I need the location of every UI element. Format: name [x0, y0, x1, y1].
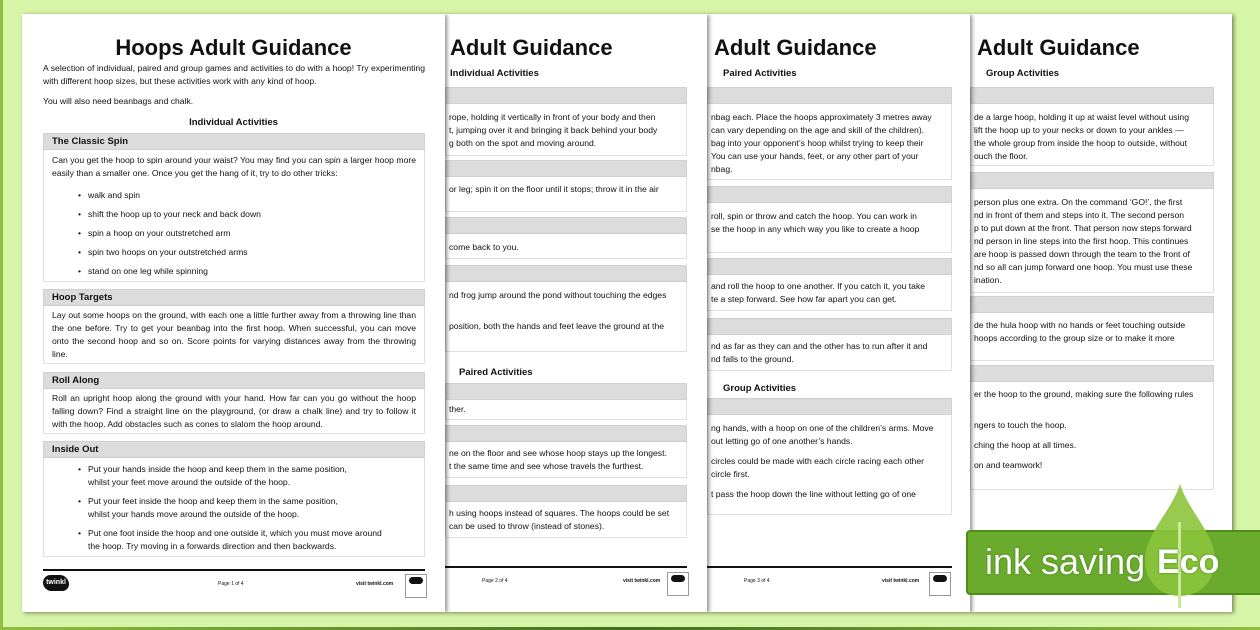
page-title: Hoops Adult Guidance [115, 35, 352, 60]
box-header [445, 383, 687, 400]
activity-box [970, 296, 1214, 361]
activity-box [445, 160, 687, 212]
text-line: ther. [449, 404, 466, 414]
text-line: de the hula hoop with no hands or feet touching outside [974, 320, 1186, 330]
box-body [445, 177, 687, 212]
section-heading: Individual Activities [450, 68, 539, 79]
site-link[interactable]: visit twinkl.com [882, 578, 920, 584]
text-line: nd frog jump around the pond without touching the edges [449, 290, 667, 300]
box-body [970, 104, 1214, 166]
box-header [445, 425, 687, 442]
box-body [970, 313, 1214, 361]
text-line: bag into your opponent’s hoop whilst trying to keep their [711, 138, 924, 148]
text-line: can be used to throw (instead of stones). [449, 521, 605, 531]
box-body [445, 442, 687, 478]
text-line: ne on the floor and see whose hoop stays up the longest. [449, 448, 667, 458]
list-item: • walk and spin [52, 186, 416, 205]
box-header [970, 296, 1214, 313]
text-line: nd falls to the ground. [711, 354, 794, 364]
text-line: nbag each. Place the hoops approximately 3 metres away [711, 112, 932, 122]
page-title: Adult Guidance [977, 35, 1140, 60]
box-body [707, 275, 952, 311]
intro-text: A selection of individual, paired and group games and activities to do with a hoop! Try experimenting with different hoop sizes, but these activities work with any kind of hoop. [43, 63, 425, 86]
box-body [707, 335, 952, 371]
text-line: nbag. [711, 164, 733, 174]
site-link[interactable]: visit twinkl.com [356, 581, 394, 587]
text-line: er the hoop to the ground, making sure the following rules [974, 389, 1194, 399]
box-header [707, 258, 952, 275]
text-line: hoops according to the group size or to make it more [974, 333, 1175, 343]
text-line: ination. [974, 275, 1002, 285]
page-number: Page 3 of 4 [744, 578, 770, 584]
box-body [707, 203, 952, 253]
activity-box [707, 318, 952, 371]
section-heading: Individual Activities [189, 117, 278, 128]
activity-box [445, 383, 687, 420]
text-line: the whole group from inside the hoop to outside, without [974, 138, 1188, 148]
activity-box-inside-out [43, 441, 425, 557]
quality-badge-icon [929, 572, 951, 596]
text-line: t the same time and see whose travels the furthest. [449, 461, 644, 471]
activity-box [445, 265, 687, 352]
section-heading: Group Activities [986, 68, 1060, 79]
text-line: person plus one extra. On the command ‘GO!’, the first [974, 197, 1183, 207]
list-item: • spin a hoop on your outstretched arm [52, 224, 416, 243]
box-header: The Classic Spin [43, 133, 425, 150]
text-line: g both on the spot and moving around. [449, 138, 597, 148]
text-line: p to put down at the front. That person now steps forward [974, 223, 1192, 233]
text-line: h using hoops instead of squares. The hoops could be set [449, 508, 670, 518]
needs-text: You will also need beanbags and chalk. [43, 96, 194, 106]
text-line: position, both the hands and feet leave the ground at the [449, 321, 665, 331]
page-2 [445, 14, 707, 612]
text-line: lift the hoop up to your necks or down to your ankles — [974, 125, 1184, 135]
activity-box [707, 398, 952, 515]
twinkl-logo: twinkl [43, 575, 69, 591]
text-line: on and teamwork! [974, 460, 1043, 470]
list-item: • shift the hoop up to your neck and back down [52, 205, 416, 224]
box-header [707, 186, 952, 203]
box-header [970, 87, 1214, 104]
text-line: circle first. [711, 469, 750, 479]
text-line: and roll the hoop to one another. If you catch it, you take [711, 281, 926, 291]
box-body [445, 282, 687, 352]
background-border [0, 0, 3, 630]
text-line: You can use your hands, feet, or any other part of your [711, 151, 919, 161]
box-body [970, 382, 1214, 490]
page-title: Adult Guidance [714, 35, 877, 60]
text-line: de a large hoop, holding it up at waist level without using [974, 112, 1189, 122]
box-body: Lay out some hoops on the ground, with each one a little further away from a throwing line than the one before. Try to get your beanbag into the first hoop. When successful, you can move onto the second hoop and so on. Score points for varying distances away from the throwing line. [43, 306, 425, 364]
box-header: Hoop Targets [43, 289, 425, 306]
text-line: t, jumping over it and bringing it back behind your body [449, 125, 658, 135]
quality-badge-icon [667, 572, 689, 596]
box-body [43, 150, 425, 282]
text-line: or leg; spin it on the floor until it stops; throw it in the air [449, 184, 659, 194]
text-line: nd so all can jump forward one hoop. You must use these [974, 262, 1193, 272]
text-line: come back to you. [449, 242, 519, 252]
text-line: rope, holding it vertically in front of your body and then [449, 112, 656, 122]
text-line: t pass the hoop down the line without letting go of one [711, 489, 916, 499]
box-body [970, 189, 1214, 293]
text-line: ngers to touch the hoop. [974, 420, 1067, 430]
text-line: ching the hoop at all times. [974, 440, 1077, 450]
text-line: roll, spin or throw and catch the hoop. You can work in [711, 211, 917, 221]
activity-box-hoop-targets [43, 289, 425, 364]
box-header [707, 318, 952, 335]
footer-rule [445, 566, 687, 568]
text-line: te a step forward. See how far apart you can get. [711, 294, 897, 304]
text-line: can vary depending on the age and skill of the children). [711, 125, 925, 135]
list-item: • spin two hoops on your outstretched arms [52, 243, 416, 262]
list-item: • Put your hands inside the hoop and keep them in the same position, whilst your feet move around the outside of the hoop. [52, 463, 416, 489]
text-line: are hoop is passed down through the team to the front of [974, 249, 1190, 259]
box-text: Can you get the hoop to spin around your waist? You may find you can spin a larger hoop more easily than a smaller one. Once you get the hang of it, try to do other tricks: [52, 155, 416, 178]
quality-badge-icon [405, 574, 427, 598]
activity-box [970, 87, 1214, 166]
section-heading: Group Activities [723, 383, 797, 394]
box-header [970, 172, 1214, 189]
box-header [707, 87, 952, 104]
box-body [445, 400, 687, 420]
site-link[interactable]: visit twinkl.com [623, 578, 661, 584]
footer-rule [707, 566, 952, 568]
activity-box [445, 485, 687, 538]
page-1 [22, 14, 445, 612]
activity-box [445, 425, 687, 478]
activity-box-classic-spin [43, 133, 425, 282]
box-header: Roll Along [43, 372, 425, 389]
text-line: ng hands, with a hoop on one of the children’s arms. Move [711, 423, 934, 433]
box-header [707, 398, 952, 415]
box-body [43, 458, 425, 557]
page-number: Page 1 of 4 [218, 581, 244, 587]
text-line: circles could be made with each circle racing each other [711, 456, 925, 466]
activity-box [707, 87, 952, 180]
box-body [445, 234, 687, 259]
inside-out-list [52, 463, 416, 553]
text-line: ouch the floor. [974, 151, 1028, 161]
box-body [707, 104, 952, 180]
box-body [707, 415, 952, 515]
box-header [445, 160, 687, 177]
tricks-list [52, 186, 416, 281]
activity-box [445, 217, 687, 259]
list-item: • stand on one leg while spinning [52, 262, 416, 281]
box-header: Inside Out [43, 441, 425, 458]
activity-box [707, 258, 952, 311]
text-line: nd in front of them and steps into it. The second person [974, 210, 1185, 220]
activity-box [970, 172, 1214, 293]
eco-label: Eco [1157, 543, 1220, 581]
activity-box [707, 186, 952, 253]
list-item: • Put one foot inside the hoop and one outside it, which you must move around the hoop. Try moving in a forwards direction and then backwards. [52, 527, 416, 553]
section-heading: Paired Activities [459, 367, 533, 378]
list-item: • Put your feet inside the hoop and keep them in the same position, whilst your hands move around the outside of the hoop. [52, 495, 416, 521]
text-line: se the hoop in any which way you like to create a hoop [711, 224, 920, 234]
page-title: Adult Guidance [450, 35, 613, 60]
box-header [445, 217, 687, 234]
activity-box [970, 365, 1214, 490]
box-header [970, 365, 1214, 382]
text-line: nd as far as they can and the other has to run after it and [711, 341, 928, 351]
box-header [445, 265, 687, 282]
text-line: out letting go of one another’s hands. [711, 436, 853, 446]
footer-rule [43, 569, 425, 571]
ink-saving-label: ink saving [985, 541, 1146, 582]
box-header [445, 485, 687, 502]
page-3 [707, 14, 970, 612]
page-number: Page 2 of 4 [482, 578, 508, 584]
box-body [445, 104, 687, 156]
box-header [445, 87, 687, 104]
section-heading: Paired Activities [723, 68, 797, 79]
activity-box-roll-along [43, 372, 425, 434]
box-body: Roll an upright hoop along the ground with your hand. How far can you go without the hoop falling down? Find a straight line on the playground, (or draw a chalk line) and try to follow it with the hoop. Add obstacles such as cones to slalom the hoop around. [43, 389, 425, 434]
box-body [445, 502, 687, 538]
text-line: nd person in line steps into the first hoop. This continues [974, 236, 1189, 246]
activity-box [445, 87, 687, 156]
